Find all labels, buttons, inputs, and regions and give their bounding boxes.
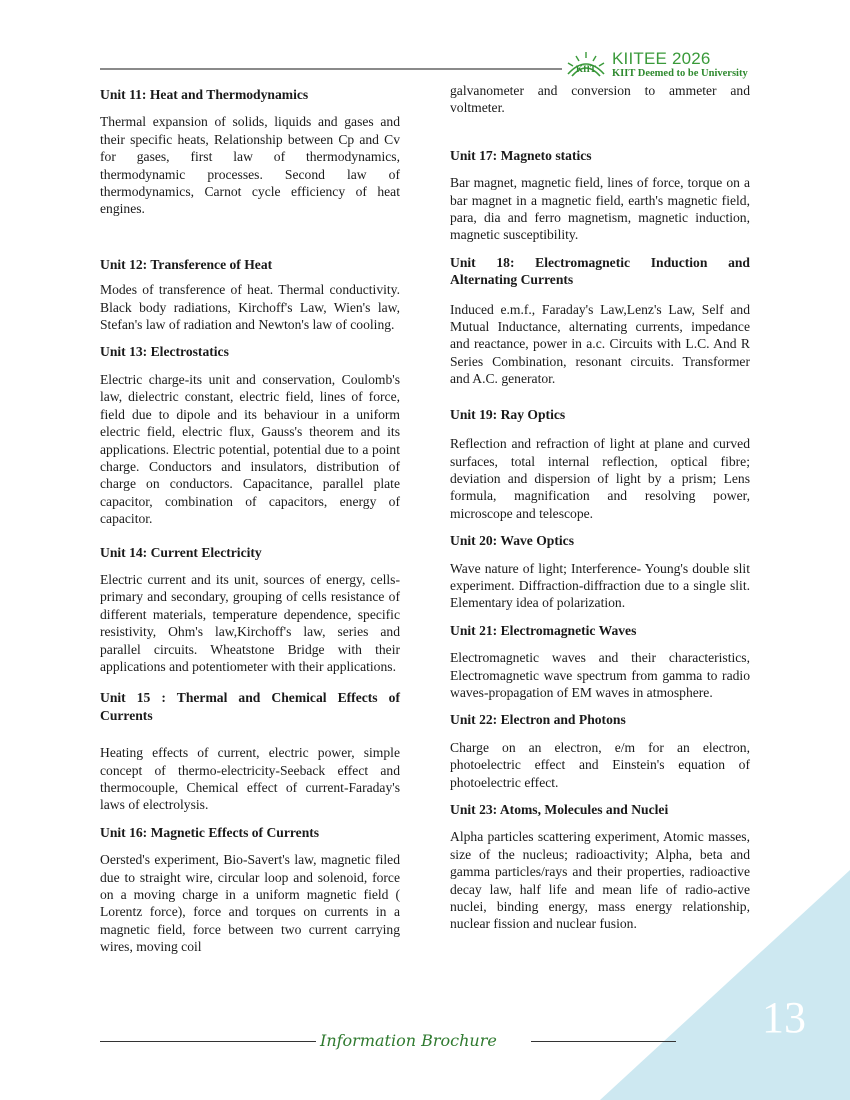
unit-16-continuation: galvanometer and conversion to ammeter and voltmeter. <box>450 83 750 116</box>
unit-23-title: Unit 23: Atoms, Molecules and Nuclei <box>450 802 669 817</box>
unit-14-body: Electric current and its unit, sources of energy, cells-primary and secondary, grouping of cells resistance of different materials, temperature dependence, specific resistivity, Ohm's law,Kirchoff's law, series and parallel circuits. Wheatstone Bridge with their applications and potentiometer with their applications. <box>100 571 400 674</box>
unit-19-title: Unit 19: Ray Optics <box>450 406 566 422</box>
unit-23-body: Alpha particles scattering experiment, Atomic masses, size of the nucleus; radioactivity; Alpha, beta and gamma particles/rays and their properties, radioactive decay law, half life and mean life of radio-active nuclei, binding energy, mass energy relationship, nuclear fission and nuclear fusion. <box>450 829 750 932</box>
footer-title: Information Brochure <box>320 1031 497 1050</box>
unit-20-body: Wave nature of light; Interference- Young's double slit experiment. Diffraction-diffraction due to a single slit. Elementary idea of polarization. <box>450 560 750 611</box>
left-column <box>100 82 400 956</box>
unit-11-body: Thermal expansion of solids, liquids and gases and their specific heats, Relationship between Cp and Cv for gases, first law of thermodynamics, thermodynamic processes. Second law of thermodynamics, Carnot cycle efficiency of heat engines. <box>100 114 400 217</box>
unit-13-title: Unit 13: Electrostatics <box>100 344 229 360</box>
unit-21-body: Electromagnetic waves and their characteristics, Electromagnetic wave spectrum from gamma to radio waves-propagation of EM waves in atmosphere. <box>450 650 750 700</box>
unit-16-title: Unit 16: Magnetic Effects of Currents <box>100 824 320 840</box>
unit-11-title: Unit 11: Heat and Thermodynamics <box>100 87 309 102</box>
brand-title: KIITEE 2026 <box>612 49 711 68</box>
unit-16-body: Oersted's experiment, Bio-Savert's law, magnetic filed due to straight wire, circular loop and solenoid, force on a moving charge in a uniform magnetic field ( Lorentz force), force and torques on currents in a magnetic field, force between two current carrying wires, moving coil <box>100 852 400 955</box>
kiit-logo-icon <box>562 48 610 82</box>
header-rule <box>100 68 562 70</box>
unit-17-title: Unit 17: Magneto statics <box>450 147 592 163</box>
unit-14-title: Unit 14: Current Electricity <box>100 544 262 560</box>
unit-20-title: Unit 20: Wave Optics <box>450 533 574 549</box>
unit-21-title: Unit 21: Electromagnetic Waves <box>450 622 637 638</box>
unit-22-title: Unit 22: Electron and Photons <box>450 712 626 728</box>
footer-rule-right <box>531 1041 676 1042</box>
unit-19-body: Reflection and refraction of light at plane and curved surfaces, total internal reflection, optical fibre; deviation and dispersion of light by a prism; Lens formula, magnification and resolving power, microscope and telescope. <box>450 436 750 521</box>
unit-15-body: Heating effects of current, electric power, simple concept of thermo-electricity-Seeback effect and thermocouple, Chemical effect of current-Faraday's laws of electrolysis. <box>100 745 400 813</box>
unit-17-body: Bar magnet, magnetic field, lines of force, torque on a bar magnet in a magnetic field, earth's magnetic field, para, dia and ferro magnetism, magnetic induction, magnetic susceptibility. <box>450 175 750 243</box>
page-number: 13 <box>762 993 806 1042</box>
svg-text:KIIT: KIIT <box>575 64 597 74</box>
unit-22-body: Charge on an electron, e/m for an electron, photoelectric effect and Einstein's equation of photoelectric effect. <box>450 739 750 790</box>
unit-15-title: Unit 15 : Thermal and Chemical Effects of Currents <box>100 690 400 723</box>
unit-12-title: Unit 12: Transference of Heat <box>100 256 273 272</box>
unit-12-body: Modes of transference of heat. Thermal conductivity. Black body radiations, Kirchoff's Law, Wien's law, Stefan's law of radiation and Newton's law of cooling. <box>100 282 400 333</box>
corner-triangle <box>600 870 850 1100</box>
footer-rule-left <box>100 1041 316 1042</box>
unit-13-body: Electric charge-its unit and conservation, Coulomb's law, dielectric constant, electric field, lines of force, field due to dipole and its behaviour in a uniform electric field, electric flux, Gauss's theorem and its applications. Electric potential, potential due to a point charge. Conductors and insulators, distribution of charge on conductors. Capacitance, parallel plate capacitor, combination of capacitors, energy of capacitor. <box>100 371 400 527</box>
unit-18-body: Induced e.m.f., Faraday's Law,Lenz's Law, Self and Mutual Inductance, alternating currents, impedance and reactance, power in a.c. Circuits with L.C. And R Series Combination, resonant circuits. Transformer and A.C. generator. <box>450 301 750 387</box>
right-column <box>450 82 750 933</box>
brand-subtitle: KIIT Deemed to be University <box>612 68 748 79</box>
unit-18-title: Unit 18: Electromagnetic Induction and Alternating Currents <box>450 254 750 288</box>
